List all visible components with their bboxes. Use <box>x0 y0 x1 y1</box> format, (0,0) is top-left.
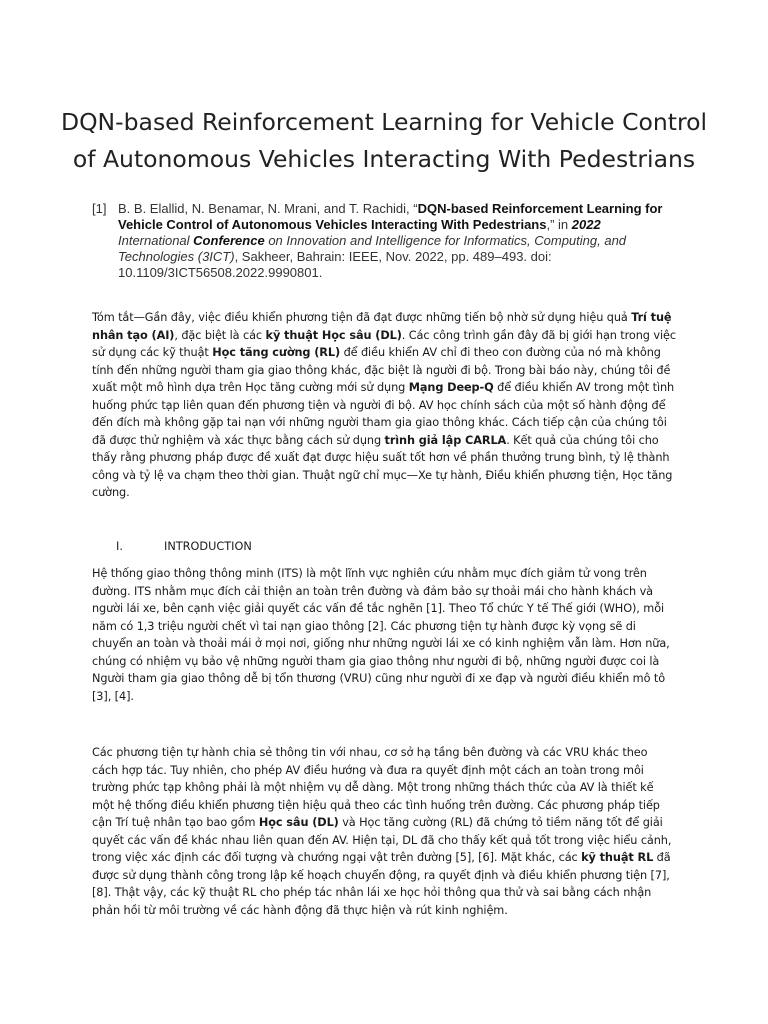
paragraph-text: và Học tăng cường (RL) đã chứng tỏ tiềm năng tốt để giải quyết các vấn đề khác nhau liên quan đến AV. Hiện tại, DL đã cho thấy kết quả tốt trong việc hiểu cảnh, trong việc xác định các đối tượng và chướng ngại vật trên đường [5], [6]. Mặt khác, các <box>92 816 672 864</box>
citation-number: [1] <box>92 201 107 216</box>
abstract-text: , đặc biệt là các <box>174 328 266 342</box>
citation-authors: B. B. Elallid, N. Benamar, N. Mrani, and T. Rachidi, “ <box>118 201 418 216</box>
abstract-bold-rl: Học tăng cường (RL) <box>212 346 341 359</box>
intro-paragraph-1: Hệ thống giao thông thông minh (ITS) là một lĩnh vực nghiên cứu nhằm mục đích giảm tử vong trên đường. ITS nhằm mục đích cải thiện an toàn trên đường và đảm bảo sự thoải mái cho hành khách và người lái xe, bên cạnh việc giải quyết các vấn đề tắc nghẽn [1]. Theo Tổ chức Y tế Thế giới (WHO), mỗi năm có 1,3 triệu người chết vì tai nạn giao thông [2]. Các phương tiện tự hành được kỳ vọng sẽ di chuyển an toàn và thoải mái ở mọi nơi, giống như những người lái xe có kinh nghiệm vẫn làm. Hơn nữa, chúng có nhiệm vụ bảo vệ những người tham gia giao thông như người đi bộ, những người được coi là Người tham gia giao thông dễ bị tổn thương (VRU) cũng như người đi xe đạp và người điều khiển mô tô [3], [4]. <box>92 567 670 703</box>
abstract <box>92 309 676 502</box>
abstract-text: để điều khiển AV chỉ đi theo con đường của nó mà không tính đến những người tham gia giao thông khác, đặc biệt là người đi bộ. Trong bài báo này, chúng tôi đề xuất một mô hình dựa trên Học tăng cường mới sử dụng <box>92 346 671 394</box>
section-title: INTRODUCTION <box>164 540 252 553</box>
citation-paper-title: DQN-based Reinforcement Learning for Vehicle Control of Autonomous Vehicles Interacting With Pedestrians <box>118 201 663 232</box>
intro-paragraph-2 <box>92 744 676 919</box>
section-heading <box>116 540 252 553</box>
citation-publication: , Sakheer, Bahrain: IEEE, Nov. 2022, pp. 489–493. doi: 10.1109/3ICT56508.2022.9990801. <box>118 249 552 280</box>
citation-venue-rest: on Innovation and Intelligence for Informatics, Computing, and Technologies (3ICT) <box>118 233 627 264</box>
abstract-text: . Kết quả của chúng tôi cho thấy rằng phương pháp được đề xuất đạt được hiệu suất tốt hơn về phần thưởng trung bình, tỷ lệ thành công và tỷ lệ va chạm theo thời gian. Thuật ngữ chỉ mục—Xe tự hành, Điều khiển phương tiện, Học tăng cường. <box>92 433 673 499</box>
citation-year: 2022 <box>571 217 601 232</box>
paragraph-bold-rl: kỹ thuật RL <box>581 851 654 864</box>
paper-title: DQN-based Reinforcement Learning for Vehicle Control of Autonomous Vehicles Interacting With Pedestrians <box>60 107 708 173</box>
citation-body <box>118 201 672 281</box>
abstract-bold-ai: Trí tuệ nhân tạo (AI) <box>92 311 672 342</box>
citation-venue-pre: International <box>118 233 194 248</box>
abstract-text: . Các công trình gần đây đã bị giới hạn trong việc sử dụng các kỹ thuật <box>92 328 676 359</box>
abstract-text: để điều khiển AV trong một tình huống phức tạp liên quan đến phương tiện và người đi bộ. AV học chính sách của một số hành động để đến đích mà không gặp tai nạn với những người tham gia giao thông khác. Cách tiếp cận của chúng tôi đã được thử nghiệm và xác thực bằng cách sử dụng <box>92 381 675 447</box>
abstract-text: Tóm tắt—Gần đây, việc điều khiển phương tiện đã đạt được những tiến bộ nhờ sử dụng hiệu quả <box>92 311 632 324</box>
citation <box>92 201 672 281</box>
abstract-bold-dl: kỹ thuật Học sâu (DL) <box>265 328 402 342</box>
paragraph-text: đã được sử dụng thành công trong lập kế hoạch chuyển động, ra quyết định và điều khiển phương tiện [7], [8]. Thật vậy, các kỹ thuật RL cho phép tác nhân lái xe học hỏi thông qua thử và sai bằng cách nhận phản hồi từ môi trường về các hành động đã thực hiện và rút kinh nghiệm. <box>92 851 671 917</box>
paragraph-bold-dl: Học sâu (DL) <box>258 816 339 829</box>
citation-conference: Conference <box>193 233 265 248</box>
citation-in: ,” in <box>546 217 572 232</box>
section-number: I. <box>116 540 123 553</box>
paragraph-text: Các phương tiện tự hành chia sẻ thông tin với nhau, cơ sở hạ tầng bên đường và các VRU khác theo cách hợp tác. Tuy nhiên, cho phép AV điều hướng và đưa ra quyết định một cách an toàn trong môi trường phức tạp không phải là một nhiệm vụ dễ dàng. Một trong những thách thức của AV là thiết kế một hệ thống điều khiển phương tiện hiệu quả theo các tình huống trên đường. Các phương pháp tiếp cận Trí tuệ nhân tạo bao gồm <box>92 746 660 829</box>
abstract-bold-carla: trình giả lập CARLA <box>384 433 507 447</box>
abstract-bold-dqn: Mạng Deep-Q <box>408 381 494 394</box>
